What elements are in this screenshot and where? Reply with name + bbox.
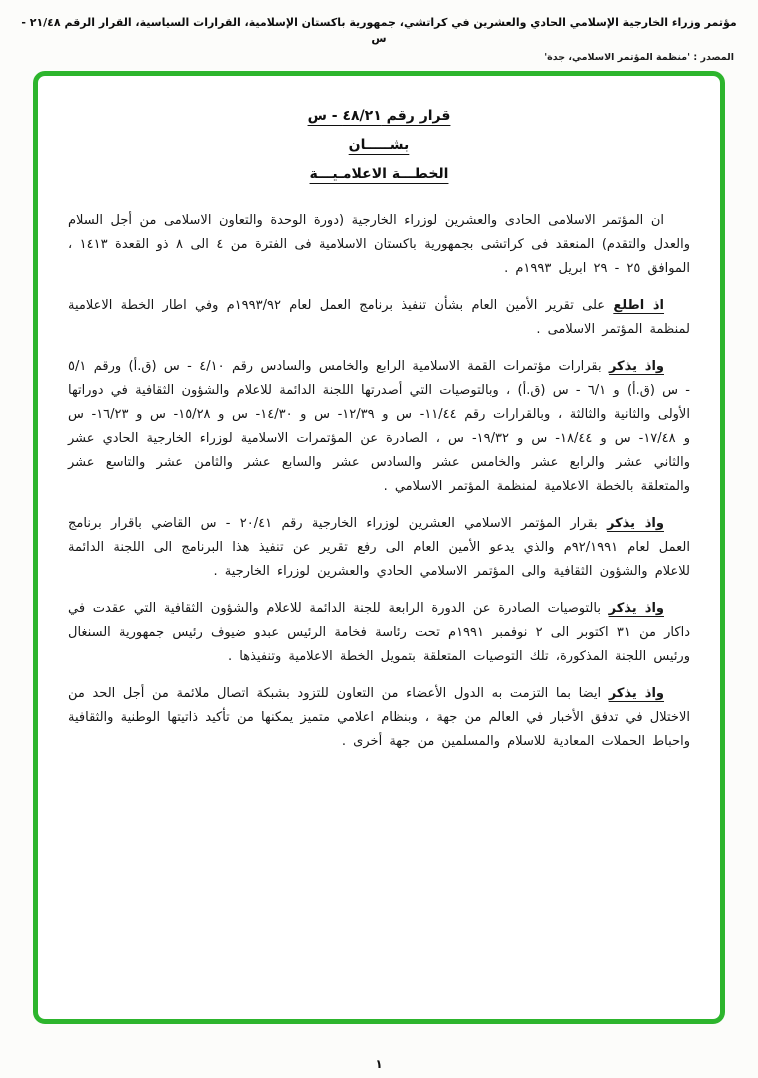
paragraph-text: بقرارات مؤتمرات القمة الاسلامية الرابع والخامس والسادس رقم ٤/١٠ - س (ق.أ) ورقم ٥/١ - س (ق.أ) و ٦/١ - س (ق.أ) ، وبالتوصيات التي أصدرتها اللجنة الدائمة للاعلام والشؤون الثقافية في دوراتها الأولى والثانية والثالثة ، وبالقرارات رقم ١١/٤٤- س و ١٢/٣٩- س و ١٤/٣٠- س و ١٥/٢٨- س و ١٦/٢٣- س و ١٧/٤٨- س و ١٨/٤٤- س و ١٩/٣٢- س ، الصادرة عن المؤتمرات الاسلامية لوزراء الخارجية الحادي عشر والثاني عشر والرابع عشر والخامس عشر والسادس عشر والسابع عشر والثامن عشر والتاسع عشر والمتعلقة بالخطة الاعلامية لمنظمة المؤتمر الاسلامي . <box>68 359 690 494</box>
paragraph-recalling-twentieth <box>68 512 690 584</box>
resolution-title-block <box>68 102 690 189</box>
paragraph-text: على تقرير الأمين العام بشأن تنفيذ برنامج العمل لعام ١٩٩٣/٩٢م وفي اطار الخطة الاعلامية لمنظمة المؤتمر الاسلامى . <box>68 298 690 337</box>
page-number: ١ <box>375 1057 383 1071</box>
lead-phrase: واذ يذكر <box>608 686 665 701</box>
resolution-number-title: قرار رقم ٤٨/٢١ - س <box>307 108 451 124</box>
paragraph-recalling-commitments <box>68 682 690 754</box>
paragraph-having-reviewed <box>68 294 690 342</box>
green-border-frame <box>33 71 725 1024</box>
resolution-subject-word: بشـــــان <box>348 137 410 153</box>
paragraph-text: ان المؤتمر الاسلامى الحادى والعشرين لوزراء الخارجية (دورة الوحدة والتعاون الاسلامى من أجل السلام والعدل والتقدم) المنعقد فى كراتشى بجمهورية باكستان الاسلامية فى الفترة من ٤ الى ٨ ذو القعدة ١٤١٣ ، الموافق ٢٥ - ٢٩ ابريل ١٩٩٣م . <box>68 213 690 276</box>
lead-phrase: اذ اطلع <box>613 298 665 313</box>
document-header-line: مؤتمر وزراء الخارجية الإسلامي الحادي والعشرين في كراتشي، جمهورية باكستان الإسلامية، القرارات السياسية، القرار الرقم ٢١/٤٨ - س <box>21 16 737 45</box>
paragraph-recalling-recommendations <box>68 597 690 669</box>
paragraph-text: بالتوصيات الصادرة عن الدورة الرابعة للجنة الدائمة للاعلام والشؤون الثقافية التي عقدت في داكار من ٣١ اكتوبر الى ٢ نوفمبر ١٩٩١م تحت رئاسة فخامة الرئيس عبدو ضيوف رئيس جمهورية السنغال ورئيس اللجنة المذكورة، تلك التوصيات المتعلقة بتمويل الخطة الاعلامية وتنفيذها . <box>68 601 690 664</box>
paragraph-text: ايضا بما التزمت به الدول الأعضاء من التعاون للتزود بشبكة اتصال ملائمة من أجل الحد من الاختلال في تدفق الأخبار في العالم من جهة ، وبنظام اعلامي متميز يمكنها من تأكيد ذاتيتها الوطنية والثقافية واحباط الحملات المعادية للاسلام والمسلمين من جهة أخرى . <box>68 686 690 749</box>
lead-phrase: واذ يذكر <box>608 601 664 616</box>
resolution-subject-title: الخطـــة الاعلامـيـــة <box>309 166 449 182</box>
lead-phrase: واذ يذكر <box>608 359 664 374</box>
source-line: المصدر : 'منظمة المؤتمر الاسلامي، جدة' <box>544 52 734 63</box>
paragraph-preamble <box>68 209 690 281</box>
paragraph-recalling-summits <box>68 355 690 499</box>
paragraph-text: بقرار المؤتمر الاسلامي العشرين لوزراء الخارجية رقم ٢٠/٤١ - س القاضي باقرار برنامج العمل لعام ٩٢/١٩٩١م والذي يدعو الأمين العام الى رفع تقرير عن تنفيذ هذا البرنامج الى اللجنة الدائمة للاعلام والشؤون الثقافية والى المؤتمر الاسلامي الحادي والعشرين لوزراء الخارجية . <box>68 516 690 579</box>
lead-phrase: واذ يذكر <box>607 516 664 531</box>
